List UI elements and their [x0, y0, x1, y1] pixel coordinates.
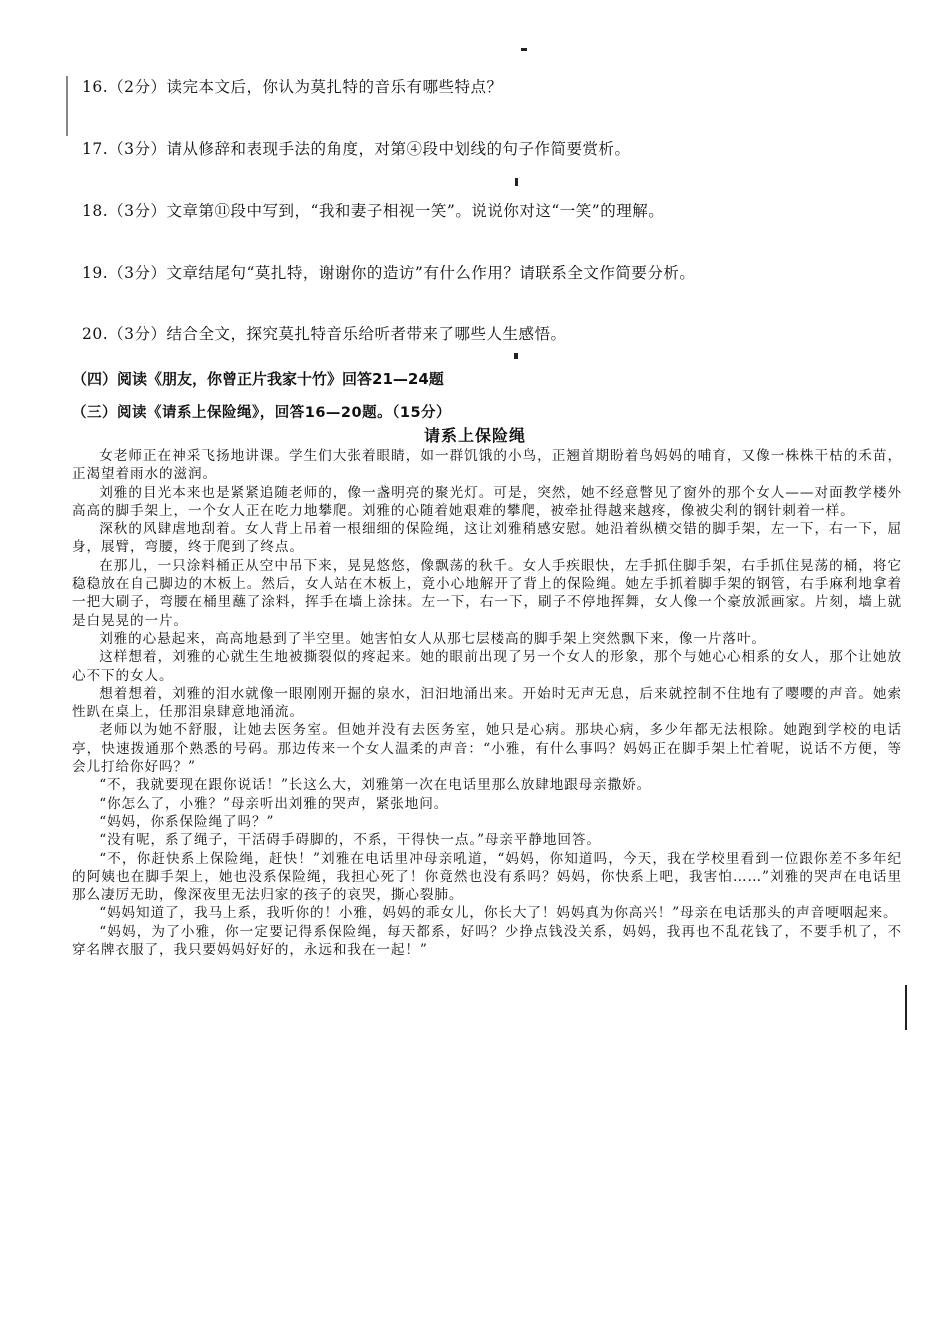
story-paragraph: “你怎么了，小雅？”母亲听出刘雅的哭声，紧张地问。	[99, 795, 449, 812]
question-16: 16.（2分）读完本文后，你认为莫扎特的音乐有哪些特点？	[82, 78, 503, 96]
story-paragraph: “妈妈，为了小雅，你一定要记得系保险绳，每天都系，好吗？少挣点钱没关系，妈妈，我再也不乱花钱了，不要手机了，不穿名牌衣服了，我只要妈妈好好的，永远和我在一起！”	[72, 923, 902, 959]
story-paragraph: “妈妈知道了，我马上系，我听你的！小雅，妈妈的乖女儿，你长大了！妈妈真为你高兴！”母亲在电话那头的声音哽咽起来。	[99, 905, 898, 922]
story-body	[72, 447, 902, 959]
scan-mark-mid2	[514, 353, 518, 359]
story-paragraph: 老师以为她不舒服，让她去医务室。但她并没有去医务室，她只是心病。那块心病，多少年都无法根除。她跑到学校的电话亭，快速拨通那个熟悉的号码。那边传来一个女人温柔的声音：“小雅，有什么事吗？妈妈正在脚手架上忙着呢，说话不方便，等会儿打给你好吗？”	[72, 722, 902, 776]
margin-rule	[905, 985, 907, 1030]
story-paragraph: 在那儿，一只涂料桶正从空中吊下来，晃晃悠悠，像飘荡的秋千。女人手疾眼快，左手抓住脚手架，右手抓住晃荡的桶，将它稳稳放在自己脚边的木板上。然后，女人站在木板上，竟小心地解开了背上的保险绳。她左手抓着脚手架的钢管，右手麻利地拿着一把大刷子，弯腰在桶里蘸了涂料，挥手在墙上涂抹。左一下，右一下，刷子不停地挥舞，女人像一个豪放派画家。片刻，墙上就是白晃晃的一片。	[72, 557, 902, 629]
story-paragraph: 深秋的风肆虐地刮着。女人背上吊着一根细细的保险绳，这让刘雅稍感安慰。她沿着纵横交错的脚手架，左一下，右一下，屈身，展臂，弯腰，终于爬到了终点。	[72, 521, 902, 556]
story-paragraph: “没有呢，系了绳子，干活碍手碍脚的，不系，干得快一点。”母亲平静地回答。	[99, 832, 601, 849]
question-17: 17.（3分）请从修辞和表现手法的角度，对第④段中划线的句子作简要赏析。	[82, 140, 631, 158]
story-paragraph: 女老师正在神采飞扬地讲课。学生们大张着眼睛，如一群饥饿的小鸟，正翘首期盼着鸟妈妈的哺育，又像一株株干枯的禾苗，正渴望着雨水的滋润。	[72, 448, 902, 483]
section-header: （三）阅读《请系上保险绳》，回答16—20题。（15分）	[72, 405, 452, 421]
scan-mark-left	[66, 76, 68, 136]
question-18: 18.（3分）文章第⑪段中写到，“我和妻子相视一笑”。说说你对这“一笑”的理解。	[82, 202, 665, 220]
story-paragraph: 这样想着，刘雅的心就生生地被撕裂似的疼起来。她的眼前出现了另一个女人的形象，那个与她心心相系的女人，那个让她放心不下的女人。	[72, 649, 902, 684]
story-paragraph: “不，你赶快系上保险绳，赶快！”刘雅在电话里冲母亲吼道，“妈妈，你知道吗，今天，我在学校里看到一位跟你差不多年纪的阿姨也在脚手架上，她也没系保险绳，我担心死了！你竟然也没有系吗？妈妈，你快系上吧，我害怕……”刘雅的哭声在电话里那么凄厉无助，像深夜里无法归家的孩子的哀哭，撕心裂肺。	[72, 850, 902, 904]
story-paragraph: “不，我就要现在跟你说话！”长这么大，刘雅第一次在电话里那么放肆地跟母亲撒娇。	[99, 777, 652, 794]
story-paragraph: “妈妈，你系保险绳了吗？”	[99, 813, 275, 830]
cutoff-line	[72, 370, 592, 388]
question-19: 19.（3分）文章结尾句“莫扎特，谢谢你的造访”有什么作用？请联系全文作简要分析。	[82, 264, 696, 282]
scan-mark-top	[521, 48, 527, 51]
story-paragraph: 刘雅的目光本来也是紧紧追随老师的，像一盏明亮的聚光灯。可是，突然，她不经意瞥见了窗外的那个女人——对面教学楼外高高的脚手架上，一个女人正在吃力地攀爬。刘雅的心随着她艰难的攀爬，被牵扯得越来越疼，像被尖利的钢针刺着一样。	[72, 484, 902, 519]
story-paragraph: 刘雅的心悬起来，高高地悬到了半空里。她害怕女人从那七层楼高的脚手架上突然飘下来，像一片落叶。	[99, 630, 766, 647]
scan-mark-mid	[515, 178, 518, 186]
story-title: 请系上保险绳	[423, 426, 526, 445]
cutoff-text: （四）阅读《朋友，你曾正片我家十竹》回答21—24题	[72, 370, 444, 388]
question-20: 20.（3分）结合全文，探究莫扎特音乐给听者带来了哪些人生感悟。	[82, 325, 567, 343]
story-paragraph: 想着想着，刘雅的泪水就像一眼刚刚开掘的泉水，汩汩地涌出来。开始时无声无息，后来就控制不住地有了嘤嘤的声音。她索性趴在桌上，任那泪泉肆意地涌流。	[72, 685, 902, 721]
